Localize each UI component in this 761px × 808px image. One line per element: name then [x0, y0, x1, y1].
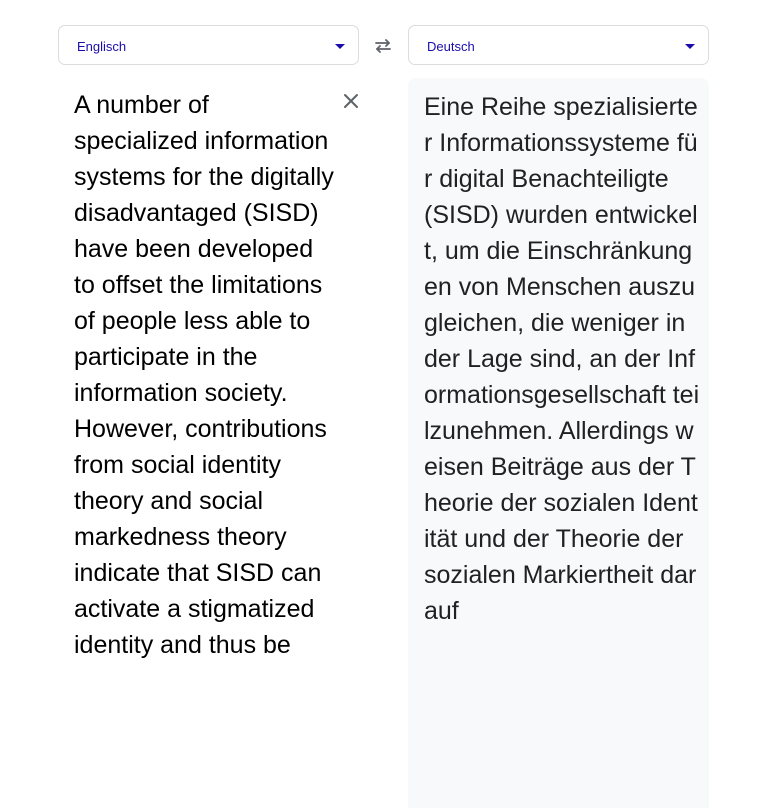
swap-arrows-icon [373, 38, 393, 54]
target-language-select[interactable] [408, 25, 709, 65]
source-language-select[interactable] [58, 25, 359, 65]
target-language-label: Deutsch [427, 39, 475, 54]
source-text-panel[interactable] [58, 78, 359, 796]
translated-text: Eine Reihe spezialisierter Informationssysteme für digital Benachteiligte (SISD) wurden entwickelt, um die Einschränkungen von Menschen auszugleichen, die weniger in der Lage sind, an der Informationsgesellschaft teilzunehmen. Allerdings weisen Beiträge aus der Theorie der sozialen Identität und der Theorie der sozialen Markiertheit darauf [424, 93, 700, 625]
source-language-label: Englisch [77, 39, 127, 54]
translation-output-panel [408, 78, 709, 808]
chevron-down-icon [335, 44, 345, 49]
close-icon [343, 93, 359, 109]
clear-text-button[interactable] [341, 91, 361, 111]
chevron-down-icon [685, 44, 695, 49]
source-text[interactable]: A number of specialized information systems for the digitally disadvantaged (SISD) have been developed to offset the limitations of people less able to participate in the information society. However, contributions from social identity theory and social markedness theory indicate that SISD can activate a stigmatized identity and thus be [74, 91, 334, 659]
swap-languages-button[interactable] [371, 35, 395, 57]
